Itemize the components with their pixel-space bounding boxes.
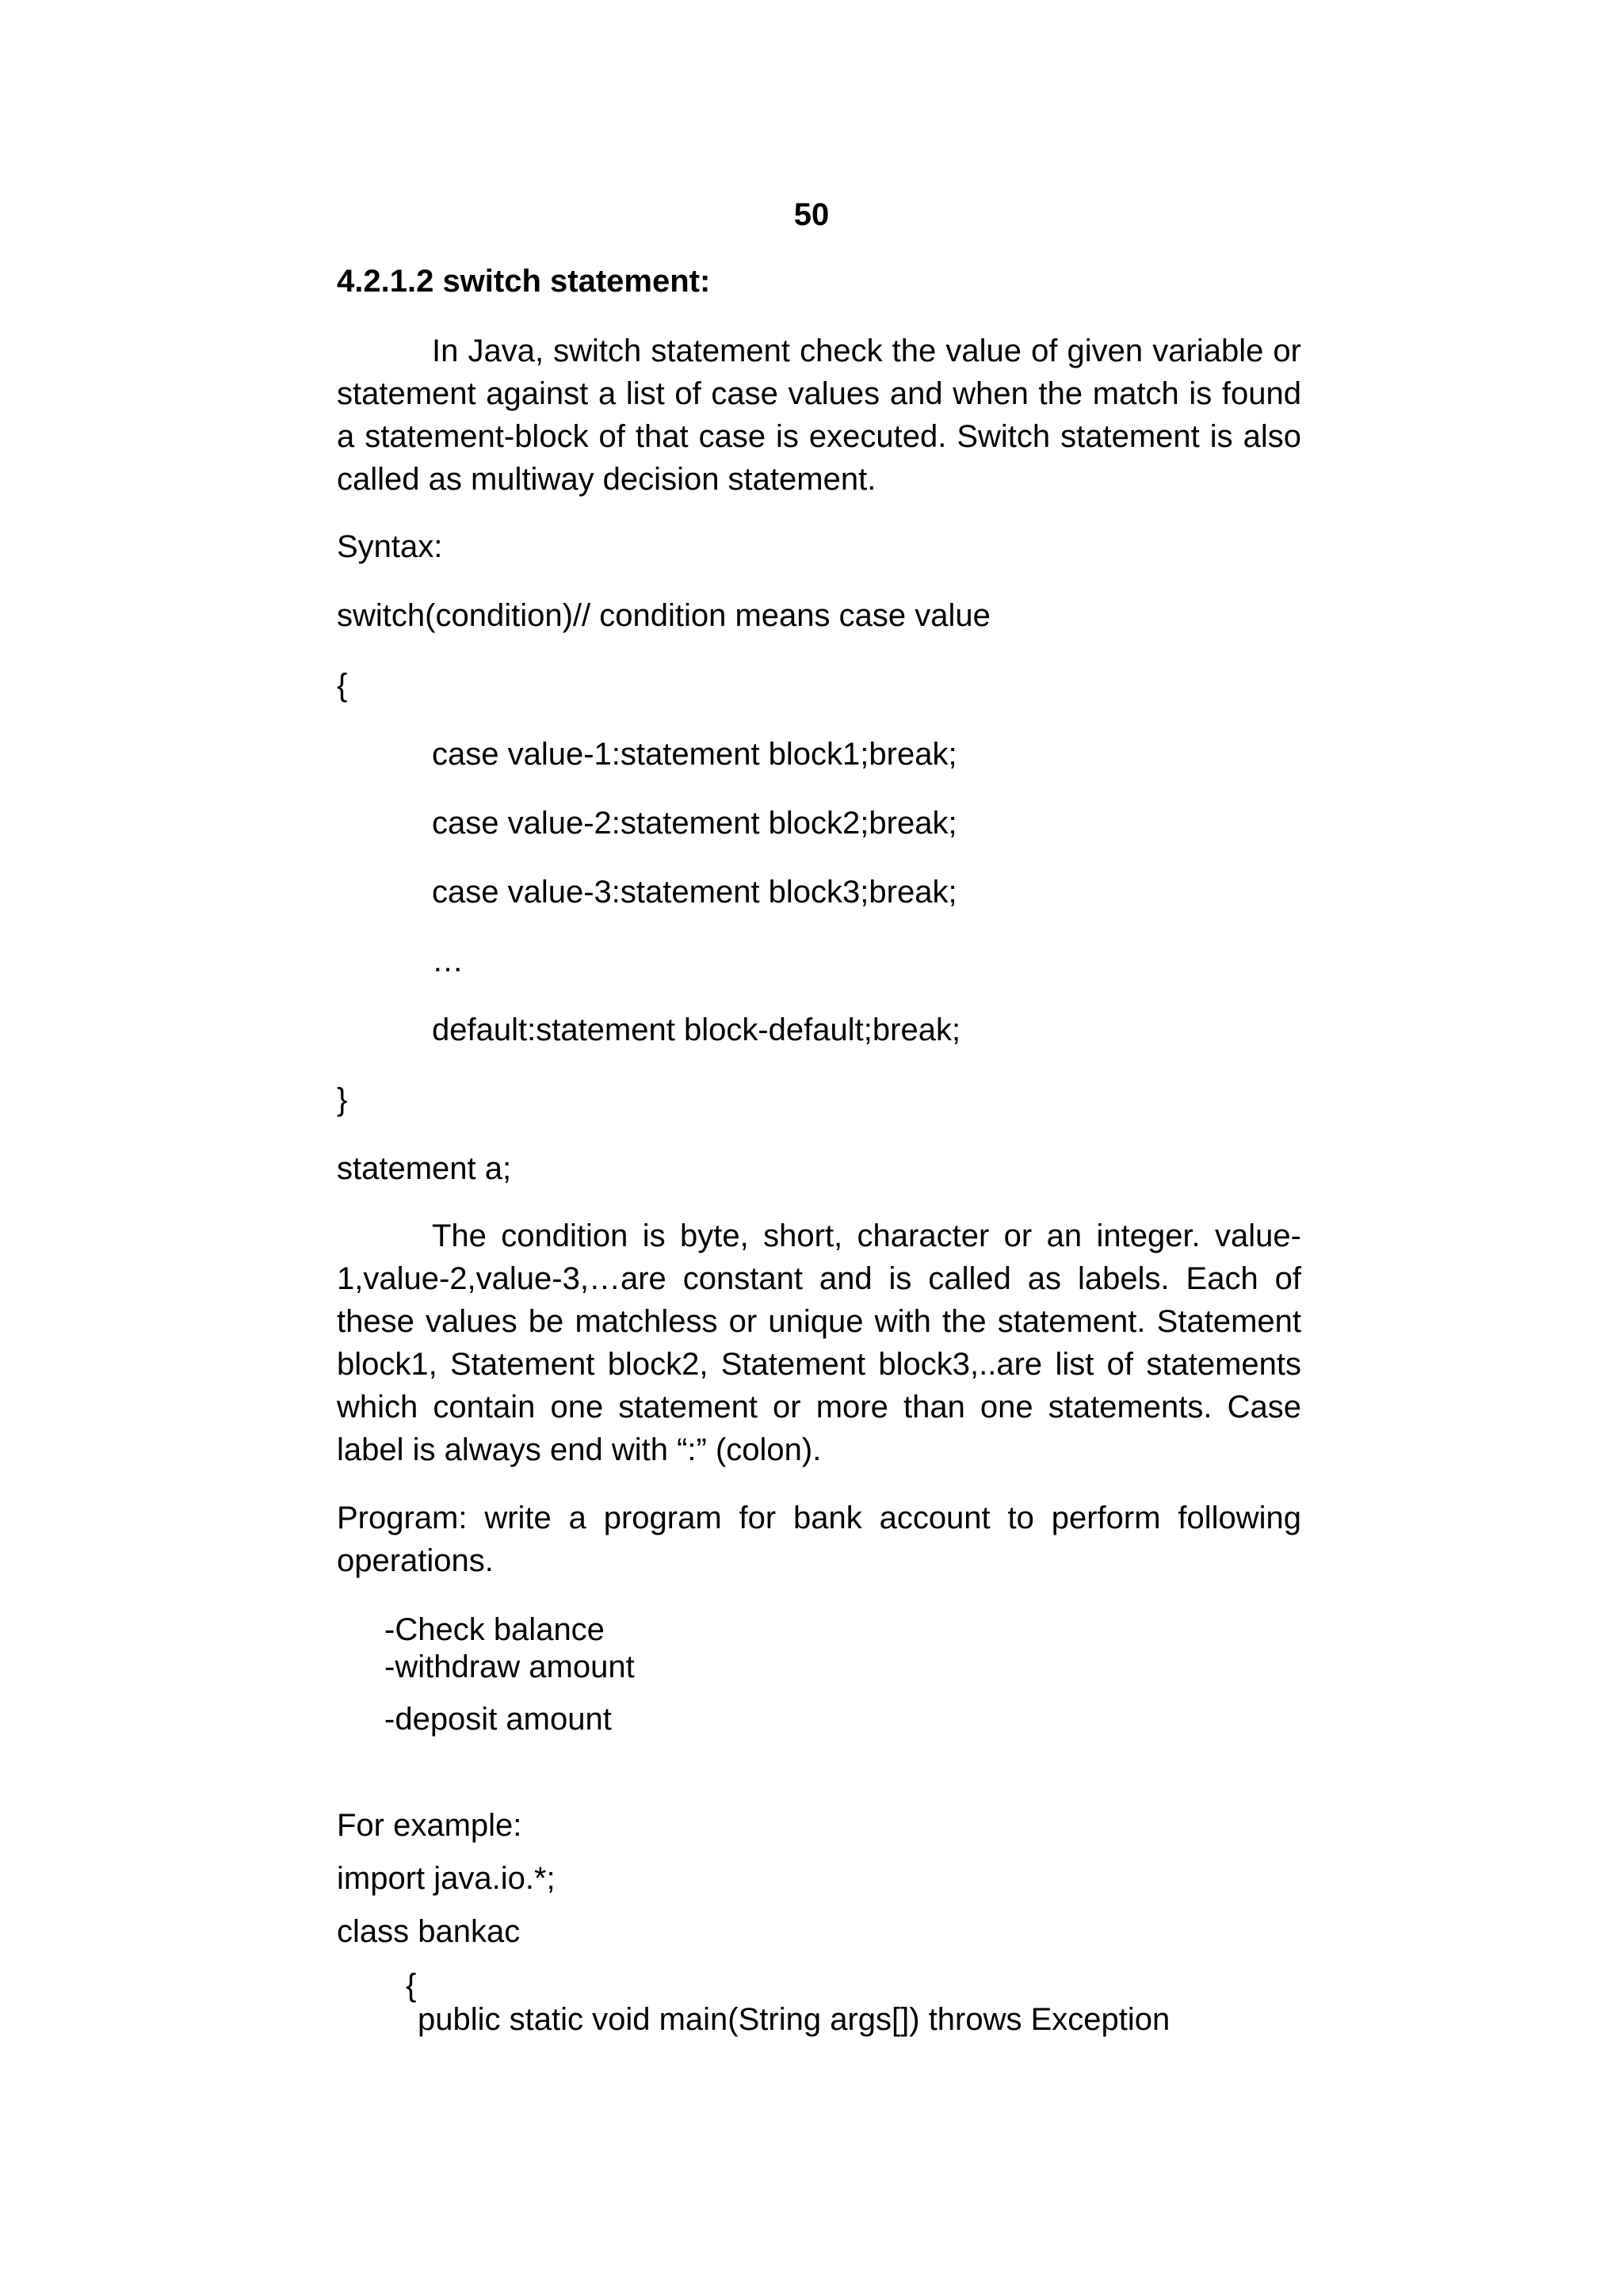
syntax-default-case: default:statement block-default;break;: [432, 1013, 961, 1047]
example-label: For example:: [337, 1808, 522, 1843]
section-heading: 4.2.1.2 switch statement:: [337, 264, 711, 299]
syntax-case-2: case value-2:statement block2;break;: [432, 806, 957, 841]
intro-paragraph: [337, 330, 1301, 501]
syntax-ellipsis: …: [432, 944, 464, 978]
syntax-after-statement: statement a;: [337, 1151, 512, 1186]
program-paragraph: Program: write a program for bank account to perform following operations.: [337, 1501, 1301, 1578]
syntax-close-brace: }: [337, 1082, 348, 1117]
operation-item: -withdraw amount: [384, 1650, 635, 1684]
operation-item: -deposit amount: [384, 1702, 612, 1737]
syntax-case-1: case value-1:statement block1;break;: [432, 737, 957, 772]
operation-item: -Check balance: [384, 1612, 605, 1647]
page-number: 50: [793, 197, 830, 232]
syntax-case-3: case value-3:statement block3;break;: [432, 875, 957, 910]
code-import-line: import java.io.*;: [337, 1861, 556, 1896]
syntax-label: Syntax:: [337, 529, 443, 564]
explanation-paragraph-text: The condition is byte, short, character or an integer. value-1,value-2,value-3,…are constant and is called as labels. Each of these values be matchless or unique with the statement. Statement block1, Statement block2, Statement block3,..are list of statements which contain one statement or more than one statements. Case label is always end with “:” (colon).: [337, 1219, 1301, 1467]
syntax-switch-line: switch(condition)// condition means case value: [337, 598, 991, 633]
code-main-line: public static void main(String args[]) throws Exception: [418, 2002, 1170, 2037]
intro-paragraph-text: In Java, switch statement check the value of given variable or statement against a list of case values and when the match is found a statement-block of that case is executed. Switch statement is also called as multiway decision statement.: [337, 334, 1301, 497]
code-open-brace: {: [406, 1968, 417, 2003]
syntax-open-brace: {: [337, 668, 348, 703]
code-class-line: class bankac: [337, 1914, 521, 1949]
explanation-paragraph: [337, 1215, 1301, 1471]
